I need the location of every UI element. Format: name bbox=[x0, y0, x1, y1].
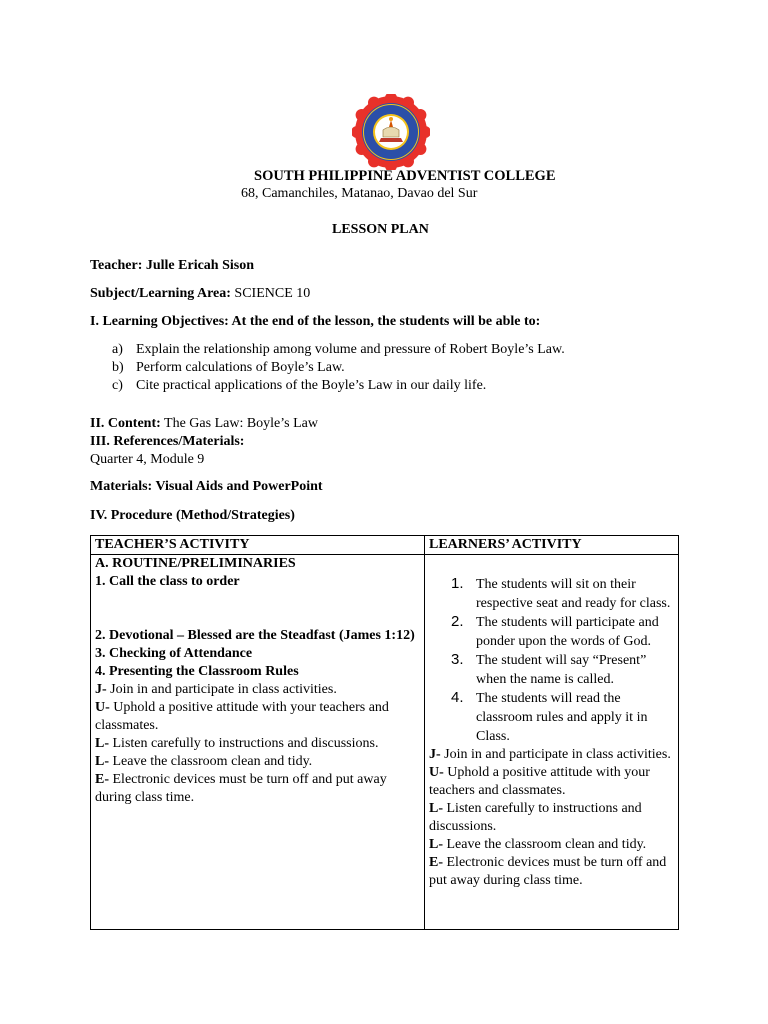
list-marker: b) bbox=[112, 360, 124, 375]
list-number: 3. bbox=[451, 651, 464, 668]
rule-letter: U- bbox=[95, 700, 110, 715]
list-item bbox=[112, 377, 565, 395]
subject-line bbox=[90, 286, 310, 302]
rule-letter: E- bbox=[95, 772, 109, 787]
rule-letter: J- bbox=[429, 747, 441, 762]
rule-text: Electronic devices must be turn off and put away during class time. bbox=[429, 855, 667, 888]
step-classroom-rules: 4. Presenting the Classroom Rules bbox=[95, 664, 299, 679]
list-text: The student will say “Present” when the name is called. bbox=[476, 653, 647, 687]
list-number: 1. bbox=[451, 575, 464, 592]
table-row bbox=[91, 555, 679, 930]
rule-item bbox=[429, 746, 674, 764]
learners-steps-list bbox=[429, 575, 674, 746]
list-number: 4. bbox=[451, 689, 464, 706]
list-marker: c) bbox=[112, 378, 123, 393]
rule-letter: L- bbox=[429, 837, 443, 852]
rule-text: Electronic devices must be turn off and put away during class time. bbox=[95, 772, 387, 805]
list-item bbox=[429, 689, 674, 746]
list-item bbox=[429, 651, 674, 689]
list-marker: a) bbox=[112, 342, 123, 357]
objectives-heading: I. Learning Objectives: At the end of the lesson, the students will be able to: bbox=[90, 314, 541, 329]
objectives-list bbox=[112, 341, 565, 395]
content-value: The Gas Law: Boyle’s Law bbox=[160, 416, 318, 431]
content-label: II. Content: bbox=[90, 416, 161, 431]
rule-item bbox=[429, 854, 674, 890]
teacher-activity-header: TEACHER’S ACTIVITY bbox=[91, 536, 425, 555]
rule-letter: L- bbox=[95, 754, 109, 769]
college-seal-logo bbox=[352, 94, 430, 170]
rule-letter: E- bbox=[429, 855, 443, 870]
content-line bbox=[90, 415, 318, 433]
list-text: The students will sit on their respective seat and ready for class. bbox=[476, 577, 671, 611]
subject-value: SCIENCE 10 bbox=[230, 286, 311, 301]
step-attendance: 3. Checking of Attendance bbox=[95, 646, 253, 661]
rule-item bbox=[429, 800, 674, 836]
rule-text: Listen carefully to instructions and discussions. bbox=[429, 801, 642, 834]
step-call-to-order: 1. Call the class to order bbox=[95, 574, 240, 589]
list-number: 2. bbox=[451, 613, 464, 630]
content-block bbox=[90, 415, 318, 469]
rule-item bbox=[95, 699, 420, 735]
institution-name: SOUTH PHILIPPINE ADVENTIST COLLEGE bbox=[254, 168, 556, 184]
procedure-heading: IV. Procedure (Method/Strategies) bbox=[90, 508, 295, 523]
rule-text: Leave the classroom clean and tidy. bbox=[109, 754, 313, 769]
learners-activity-header: LEARNERS’ ACTIVITY bbox=[425, 536, 679, 555]
document-title: LESSON PLAN bbox=[332, 222, 429, 237]
rule-text: Listen carefully to instructions and discussions. bbox=[109, 736, 379, 751]
list-item bbox=[112, 341, 565, 359]
rule-text: Join in and participate in class activities. bbox=[106, 682, 337, 697]
table-header-row bbox=[91, 536, 679, 555]
list-item bbox=[429, 575, 674, 613]
rule-letter: L- bbox=[95, 736, 109, 751]
subject-label: Subject/Learning Area: bbox=[90, 286, 231, 301]
references-label: III. References/Materials: bbox=[90, 434, 245, 449]
list-text: The students will participate and ponder upon the words of God. bbox=[476, 615, 659, 649]
list-text: Cite practical applications of the Boyle’s Law in our daily life. bbox=[136, 378, 487, 393]
list-text: Explain the relationship among volume and pressure of Robert Boyle’s Law. bbox=[136, 342, 565, 357]
section-heading: A. ROUTINE/PRELIMINARIES bbox=[95, 556, 296, 571]
step-devotional: 2. Devotional – Blessed are the Steadfast (James 1:12) bbox=[95, 628, 415, 643]
rule-item bbox=[429, 764, 674, 800]
rule-text: Uphold a positive attitude with your teachers and classmates. bbox=[95, 700, 389, 733]
list-item bbox=[112, 359, 565, 377]
rule-item bbox=[95, 681, 420, 699]
rule-item bbox=[95, 753, 420, 771]
list-item bbox=[429, 613, 674, 651]
institution-address: 68, Camanchiles, Matanao, Davao del Sur bbox=[241, 186, 478, 201]
teacher-name: Teacher: Julle Ericah Sison bbox=[90, 258, 254, 273]
list-text: Perform calculations of Boyle’s Law. bbox=[136, 360, 345, 375]
teacher-activity-cell bbox=[91, 555, 425, 930]
rule-letter: L- bbox=[429, 801, 443, 816]
references-value: Quarter 4, Module 9 bbox=[90, 452, 205, 467]
procedure-table bbox=[90, 535, 679, 930]
rule-text: Uphold a positive attitude with your teachers and classmates. bbox=[429, 765, 650, 798]
materials-line: Materials: Visual Aids and PowerPoint bbox=[90, 479, 323, 494]
rule-item bbox=[95, 735, 420, 753]
rule-item bbox=[429, 836, 674, 854]
learners-activity-cell bbox=[425, 555, 679, 930]
rule-letter: U- bbox=[429, 765, 444, 780]
rule-letter: J- bbox=[95, 682, 107, 697]
rule-text: Join in and participate in class activities. bbox=[440, 747, 671, 762]
rule-item bbox=[95, 771, 420, 807]
rule-text: Leave the classroom clean and tidy. bbox=[443, 837, 647, 852]
list-text: The students will read the classroom rules and apply it in Class. bbox=[476, 691, 648, 744]
